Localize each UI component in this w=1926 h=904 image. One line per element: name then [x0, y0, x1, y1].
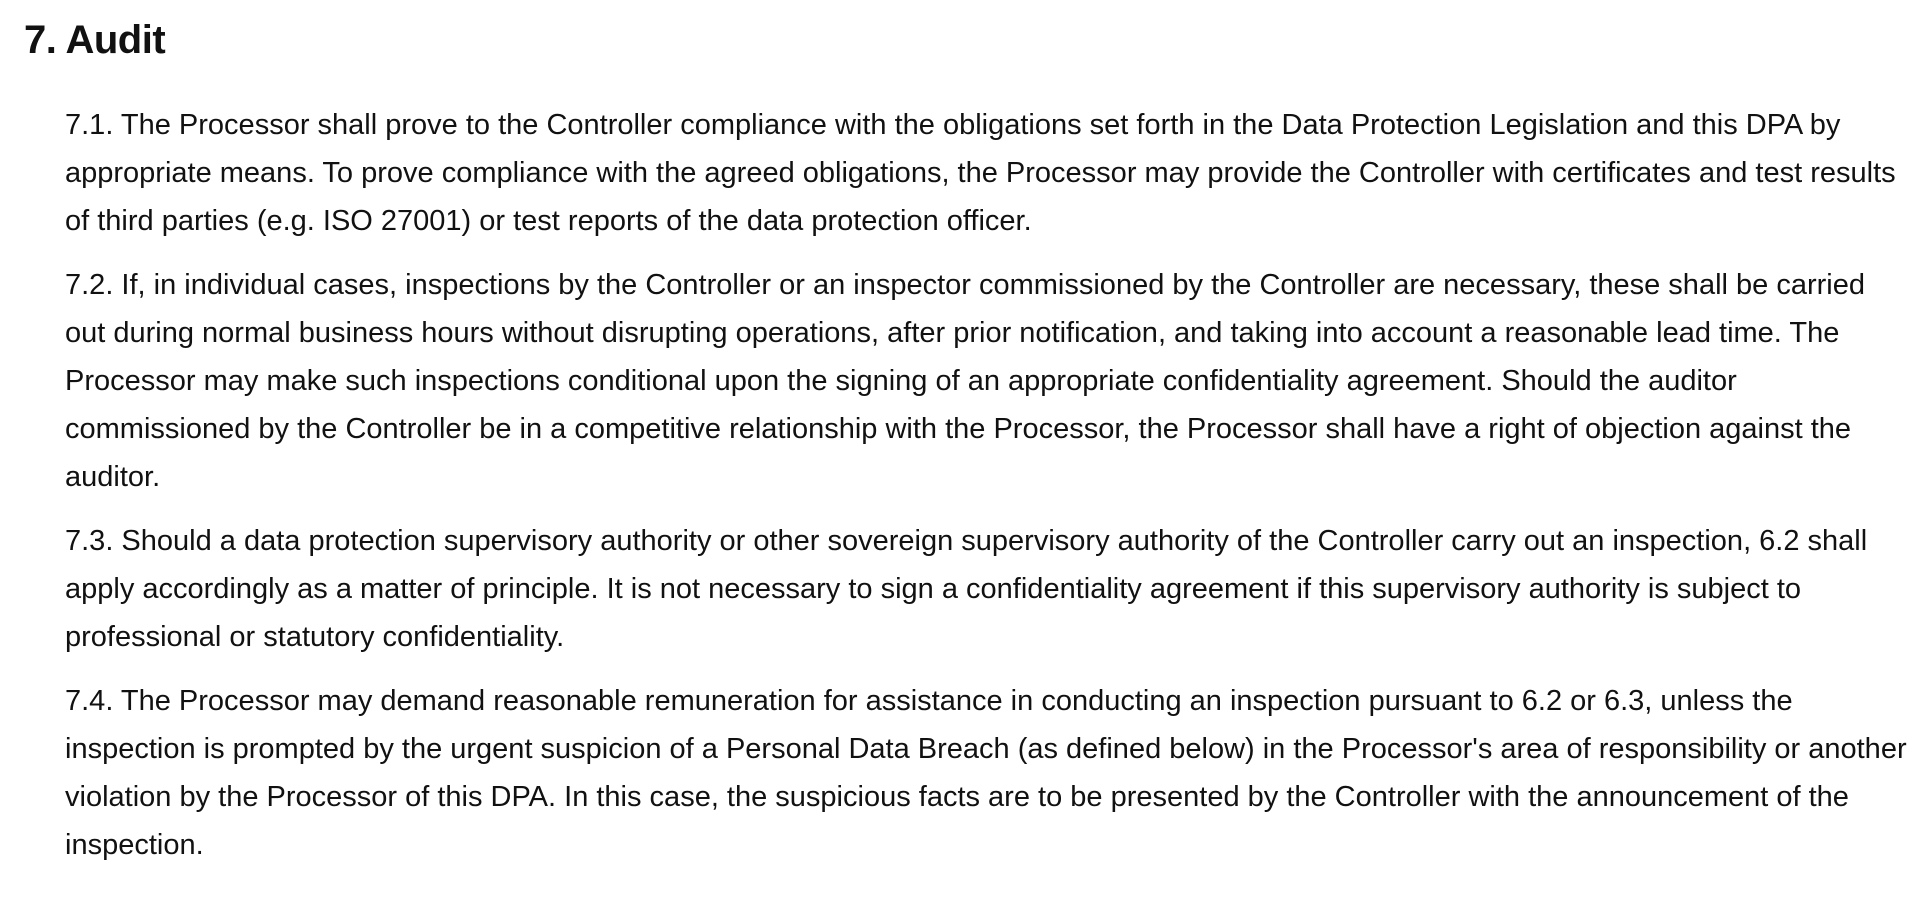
clause-7-3: 7.3. Should a data protection supervisory authority or other sovereign supervisory authority of the Controller carry out an inspection, 6.2 shall apply accordingly as a matter of principle. It is not necessary to sign a confidentiality agreement if this supervisory authority is subject to professional or statutory confidentiality. [65, 525, 1868, 653]
section-title: 7. Audit [24, 18, 166, 62]
clause-list [65, 101, 1911, 885]
clause-7-1: 7.1. The Processor shall prove to the Controller compliance with the obligations set forth in the Data Protection Legislation and this DPA by appropriate means. To prove compliance with the agreed obligations, the Processor may provide the Controller with certificates and test results of third parties (e.g. ISO 27001) or test reports of the data protection officer. [65, 109, 1896, 237]
clause-7-4: 7.4. The Processor may demand reasonable remuneration for assistance in conducting an inspection pursuant to 6.2 or 6.3, unless the inspection is prompted by the urgent suspicion of a Personal Data Breach (as defined below) in the Processor's area of responsibility or another violation by the Processor of this DPA. In this case, the suspicious facts are to be presented by the Controller with the announcement of the inspection. [65, 685, 1907, 861]
clause-7-2: 7.2. If, in individual cases, inspections by the Controller or an inspector commissioned by the Controller are necessary, these shall be carried out during normal business hours without disrupting operations, after prior notification, and taking into account a reasonable lead time. The Processor may make such inspections conditional upon the signing of an appropriate confidentiality agreement. Should the auditor commissioned by the Controller be in a competitive relationship with the Processor, the Processor shall have a right of objection against the auditor. [65, 269, 1865, 493]
